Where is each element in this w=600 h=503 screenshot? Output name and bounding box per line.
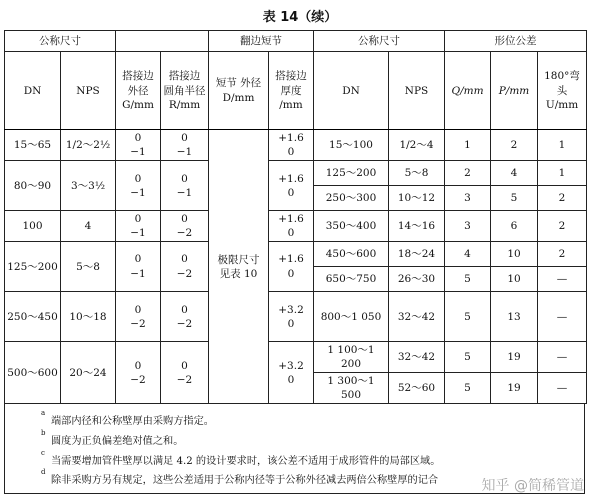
cell-p: 10	[491, 267, 538, 292]
tol-upper: 0	[181, 303, 188, 316]
cell-t-tol	[269, 211, 314, 242]
tol-lower: 0	[287, 317, 295, 330]
tol-upper: 0	[134, 172, 142, 185]
header-q: Q/mm	[445, 51, 491, 129]
footnote-mark: d	[41, 468, 46, 476]
tol-lower: −1	[130, 227, 146, 240]
cell-q: 5	[445, 373, 491, 404]
cell-p: 19	[491, 373, 538, 404]
cell-nps-right: 26～30	[389, 267, 445, 292]
header-dn-right: DN	[314, 51, 389, 129]
cell-dn: 100	[5, 211, 61, 242]
cell-dn-right: 1 100～1 200	[314, 342, 389, 373]
cell-nps-right: 32～42	[389, 342, 445, 373]
header-form-tolerance: 形位公差	[445, 31, 587, 52]
header-row-columns	[5, 51, 587, 129]
cell-t-tol	[269, 130, 314, 161]
table-caption: 表 14（续）	[262, 10, 338, 25]
tol-lower: −2	[176, 267, 193, 280]
tol-upper: 0	[134, 303, 142, 316]
tol-upper: 0	[181, 213, 188, 225]
cell-g-tol	[116, 242, 161, 292]
cell-nps: 4	[61, 211, 116, 242]
tol-lower: −1	[130, 267, 146, 280]
cell-p: 13	[491, 292, 538, 342]
cell-dn: 500～600	[5, 342, 61, 404]
cell-nps: 1/2～2½	[61, 130, 116, 161]
header-u: 180°弯头 U/mm	[538, 51, 587, 129]
header-lap-od: 搭接边 外径 G/mm	[116, 51, 161, 129]
cell-q: 2	[445, 161, 491, 186]
cell-dn-right: 800～1 050	[314, 292, 389, 342]
cell-r-tol	[161, 130, 209, 161]
footnote-text: 圆度为正负偏差绝对值之和。	[51, 436, 184, 447]
cell-p: 2	[491, 130, 538, 161]
cell-dn-right: 650～750	[314, 267, 389, 292]
cell-q: 3	[445, 211, 491, 242]
tol-upper: 0	[134, 132, 142, 145]
cell-dn-right: 250～300	[314, 186, 389, 211]
footnote-mark: b	[41, 429, 46, 437]
footnote-mark: c	[41, 449, 45, 457]
cell-u: —	[538, 267, 587, 292]
cell-r-tol	[161, 242, 209, 292]
cell-r-tol	[161, 211, 209, 242]
cell-dn-right: 450～600	[314, 242, 389, 267]
footnote-text: 当需要增加管件壁厚以满足 4.2 的设计要求时，该公差不适用于成形管件的局部区域。	[51, 456, 441, 467]
cell-nps-right: 5～8	[389, 161, 445, 186]
tol-upper: 0	[134, 253, 142, 266]
footnote-c	[41, 449, 441, 467]
cell-stub-limit: 极限尺寸 见表 10	[209, 130, 269, 404]
header-p: P/mm	[491, 51, 538, 129]
tol-lower: 0	[287, 267, 295, 280]
table-row	[5, 292, 587, 342]
header-blank	[116, 31, 209, 52]
tol-lower: 0	[287, 373, 295, 386]
cell-dn: 80～90	[5, 161, 61, 211]
footnote-mark: a	[41, 409, 46, 417]
header-nps: NPS	[61, 51, 116, 129]
cell-g-tol	[116, 342, 161, 404]
cell-dn: 250～450	[5, 292, 61, 342]
cell-u: 1	[538, 130, 587, 161]
tol-lower: −1	[176, 146, 193, 159]
tol-upper: +3.2	[278, 359, 304, 372]
tol-upper: +1.6	[278, 172, 304, 185]
tol-lower: 0	[287, 146, 295, 159]
cell-q: 5	[445, 342, 491, 373]
tol-upper: +3.2	[278, 303, 304, 316]
cell-g-tol	[116, 161, 161, 211]
footnote-d	[41, 468, 439, 486]
cell-nps-right: 32～42	[389, 292, 445, 342]
cell-dn-right: 125～200	[314, 161, 389, 186]
cell-u: —	[538, 373, 587, 404]
cell-u: 2	[538, 242, 587, 267]
cell-u: 2	[538, 186, 587, 211]
footnote-text: 除非采购方另有规定，这些公差适用于公称内径等于公称外径减去两倍公称壁厚的记合	[51, 475, 439, 486]
cell-dn-right: 1 300～1 500	[314, 373, 389, 404]
tol-lower: −2	[176, 317, 193, 330]
tol-upper: 0	[181, 359, 188, 372]
cell-nps: 3～3½	[61, 161, 116, 211]
cell-nps: 10～18	[61, 292, 116, 342]
table-row	[5, 342, 587, 373]
tol-lower: 0	[287, 186, 295, 199]
cell-u: —	[538, 292, 587, 342]
header-nominal-size-left: 公称尺寸	[5, 31, 116, 52]
tol-lower: −2	[176, 227, 193, 240]
cell-nps-right: 1/2～4	[389, 130, 445, 161]
cell-g-tol	[116, 130, 161, 161]
cell-u: 1	[538, 161, 587, 186]
cell-dn-right: 15～100	[314, 130, 389, 161]
cell-dn: 125～200	[5, 242, 61, 292]
cell-g-tol	[116, 211, 161, 242]
cell-dn-right: 350～400	[314, 211, 389, 242]
cell-q: 1	[445, 130, 491, 161]
cell-q: 3	[445, 186, 491, 211]
tol-upper: 0	[134, 213, 142, 225]
header-stub-od: 短节 外径 D/mm	[209, 51, 269, 129]
footnote-text: 端部内径和公称壁厚由采购方指定。	[51, 416, 214, 427]
cell-p: 10	[491, 242, 538, 267]
header-nominal-size-right: 公称尺寸	[314, 31, 445, 52]
cell-r-tol	[161, 161, 209, 211]
header-row-groups	[5, 31, 587, 52]
tol-upper: +1.6	[278, 213, 304, 225]
cell-t-tol	[269, 292, 314, 342]
header-nps-right: NPS	[389, 51, 445, 129]
cell-r-tol	[161, 292, 209, 342]
cell-q: 5	[445, 267, 491, 292]
tolerance-table	[4, 30, 587, 404]
table-row	[5, 130, 587, 161]
cell-q: 4	[445, 242, 491, 267]
cell-p: 4	[491, 161, 538, 186]
cell-q: 5	[445, 292, 491, 342]
cell-u: 2	[538, 211, 587, 242]
tol-upper: 0	[134, 359, 142, 372]
cell-p: 6	[491, 211, 538, 242]
tol-upper: 0	[181, 132, 188, 145]
cell-t-tol	[269, 342, 314, 404]
cell-u: —	[538, 342, 587, 373]
header-lap-thickness: 搭接边 厚度 /mm	[269, 51, 314, 129]
cell-r-tol	[161, 342, 209, 404]
cell-nps: 5～8	[61, 242, 116, 292]
tol-upper: 0	[181, 253, 188, 266]
tol-lower: 0	[287, 227, 295, 240]
cell-nps-right: 14～16	[389, 211, 445, 242]
watermark: 知乎 @简稀管道	[481, 478, 584, 494]
footnote-b	[41, 429, 184, 447]
cell-nps: 20～24	[61, 342, 116, 404]
header-lap-radius: 搭接边 圆角半径 R/mm	[161, 51, 209, 129]
table-row	[5, 211, 587, 242]
tol-lower: −1	[176, 186, 193, 199]
tol-upper: +1.6	[278, 253, 304, 266]
cell-p: 19	[491, 342, 538, 373]
cell-t-tol	[269, 242, 314, 292]
footnote-a	[41, 409, 214, 427]
cell-dn: 15～65	[5, 130, 61, 161]
cell-p: 5	[491, 186, 538, 211]
cell-nps-right: 18～24	[389, 242, 445, 267]
header-dn: DN	[5, 51, 61, 129]
cell-g-tol	[116, 292, 161, 342]
tol-lower: −1	[130, 186, 146, 199]
tol-lower: −2	[130, 373, 146, 386]
cell-t-tol	[269, 161, 314, 211]
tol-upper: +1.6	[278, 132, 304, 145]
table-row	[5, 161, 587, 186]
table-row	[5, 242, 587, 267]
tol-lower: −1	[130, 146, 146, 159]
tol-upper: 0	[181, 172, 188, 185]
cell-nps-right: 52～60	[389, 373, 445, 404]
tol-lower: −2	[130, 317, 146, 330]
tol-lower: −2	[176, 373, 193, 386]
header-flange-stub: 翻边短节	[209, 31, 314, 52]
cell-nps-right: 10～12	[389, 186, 445, 211]
